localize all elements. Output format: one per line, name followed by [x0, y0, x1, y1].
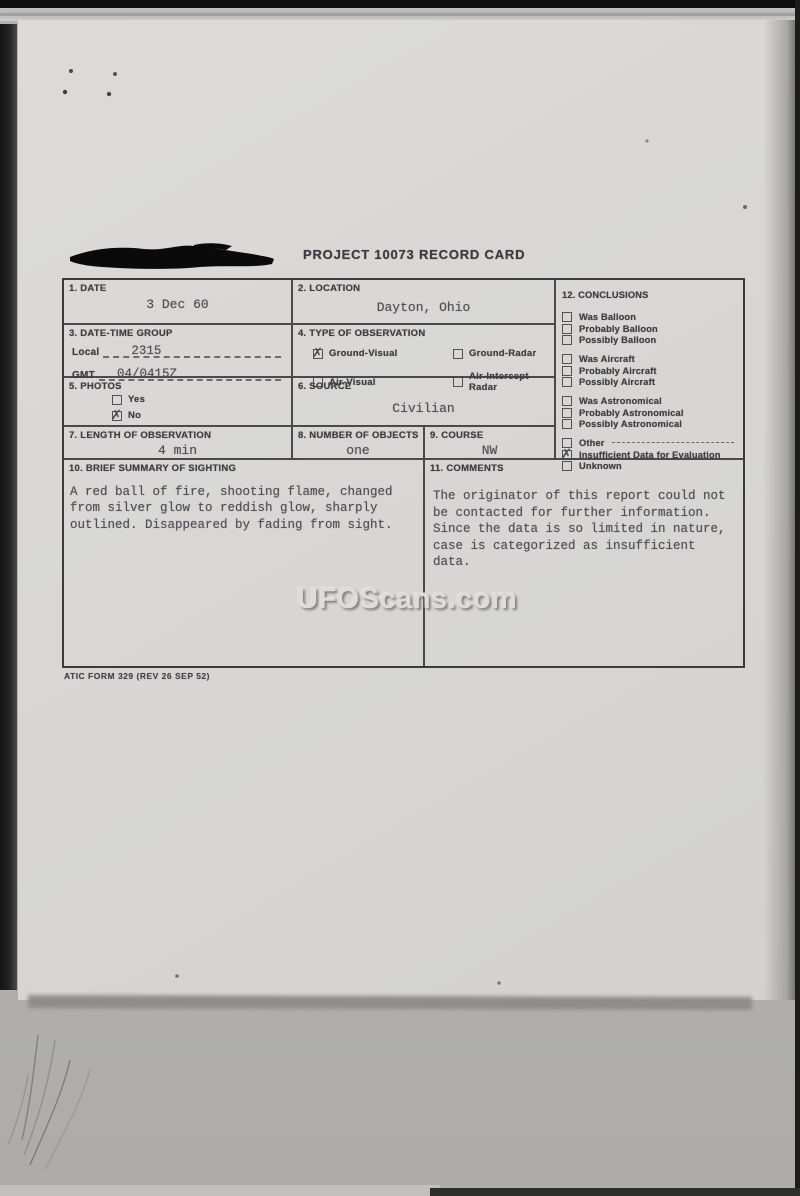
conclusion-option: Possibly Balloon: [562, 335, 738, 345]
field-course: [425, 427, 556, 460]
field-course-value: NW: [481, 443, 498, 458]
checkbox-probably-balloon-icon: [562, 324, 572, 334]
dtg-local-line: [103, 342, 281, 358]
field-date-value: 3 Dec 60: [146, 297, 209, 312]
conclusion-option: Other: [562, 438, 738, 448]
field-course-label: 9. COURSE: [430, 430, 484, 441]
paper-bottom-shadow: [28, 995, 752, 1010]
field-photos-label: 5. PHOTOS: [69, 381, 122, 392]
observation-option: ✗ Ground-Visual: [313, 348, 453, 359]
field-brief-summary: [64, 460, 425, 666]
field-comments-value: The originator of this report could not be contacted for further information. Since the data is so limited in nature, case is categorized as insufficient data.: [433, 489, 726, 569]
checkbox-probably-astronomical-icon: [562, 408, 572, 418]
field-number-of-objects: [293, 427, 425, 460]
conclusion-option: Possibly Astronomical: [562, 419, 738, 429]
conclusion-option: Unknown: [562, 461, 738, 471]
conclusion-option: Was Astronomical: [562, 396, 738, 406]
field-conclusions-label: 12. CONCLUSIONS: [562, 290, 649, 300]
field-source-value: Civilian: [392, 401, 455, 416]
conclusion-option: Probably Balloon: [562, 324, 738, 334]
checkbox-ground-radar-icon: [453, 349, 463, 359]
other-fill-line: [612, 442, 734, 443]
field-summary-value: A red ball of fire, shooting flame, changed from silver glow to reddish glow, sharply outlined. Disappeared by fading from sight.: [70, 485, 393, 532]
field-number-value: one: [346, 443, 370, 458]
field-date-label: 1. DATE: [69, 283, 107, 294]
dust-specks: [0, 0, 2, 2]
checkbox-probably-aircraft-icon: [562, 366, 572, 376]
conclusions-balloon-group: [562, 312, 738, 345]
field-summary-label: 10. BRIEF SUMMARY OF SIGHTING: [69, 463, 237, 474]
observation-option: Air-Visual: [313, 371, 453, 393]
photos-options: [112, 394, 291, 421]
field-date-time-group: [64, 325, 293, 381]
dtg-local-row: [72, 342, 281, 358]
field-date: [64, 280, 293, 325]
dtg-local-label: Local: [72, 347, 100, 358]
field-number-label: 8. NUMBER OF OBJECTS: [298, 430, 419, 441]
field-location-label: 2. LOCATION: [298, 283, 361, 294]
field-photos: [64, 378, 293, 427]
field-source-label: 6. SOURCE: [298, 381, 352, 392]
conclusions-astronomical-group: [562, 396, 738, 429]
backing-bottom-light-strip: [0, 1185, 440, 1196]
conclusion-option: Probably Astronomical: [562, 408, 738, 418]
field-dtg-label: 3. DATE-TIME GROUP: [69, 328, 173, 339]
backing-bottom-dark-strip: [430, 1188, 800, 1196]
conclusion-option: Was Aircraft: [562, 354, 738, 364]
checkbox-was-aircraft-icon: [562, 354, 572, 364]
watermark: UFOScans.com: [297, 583, 518, 615]
scan-right-edge: [795, 0, 800, 1196]
conclusion-option: Was Balloon: [562, 312, 738, 322]
field-location-value: Dayton, Ohio: [376, 300, 471, 315]
checkbox-possibly-aircraft-icon: [562, 377, 572, 387]
field-length-label: 7. LENGTH OF OBSERVATION: [69, 430, 212, 441]
paper-right-shadow: [763, 20, 797, 1000]
photos-option: Yes: [112, 394, 291, 405]
checkbox-was-astronomical-icon: [562, 396, 572, 406]
field-length-of-observation: [64, 427, 293, 460]
observation-option: Ground-Radar: [453, 348, 550, 359]
field-comments-label: 11. COMMENTS: [430, 463, 504, 474]
conclusions-aircraft-group: [562, 354, 738, 387]
field-location: [293, 280, 556, 325]
photos-option: ✗ No: [112, 410, 291, 421]
dtg-gmt-value: 04/0415Z: [116, 367, 177, 381]
redaction-mark: [66, 241, 278, 271]
checkbox-insufficient-data-icon: [562, 450, 572, 460]
conclusion-option: Possibly Aircraft: [562, 377, 738, 387]
field-comments: [425, 460, 743, 666]
conclusion-option: ✗ Insufficient Data for Evaluation: [562, 450, 738, 460]
checkbox-possibly-astronomical-icon: [562, 419, 572, 429]
observation-option: Air-Intercept Radar: [453, 371, 550, 393]
field-source: [293, 378, 556, 427]
checkbox-photos-no-icon: [112, 411, 122, 421]
checkbox-was-balloon-icon: [562, 312, 572, 322]
scratch-marks: [0, 1015, 170, 1185]
field-length-value: 4 min: [157, 443, 197, 458]
dtg-local-value: 2315: [131, 344, 162, 358]
scan-top-edge: [0, 0, 800, 8]
checkbox-photos-yes-icon: [112, 395, 122, 405]
checkbox-possibly-balloon-icon: [562, 335, 572, 345]
field-observation-label: 4. TYPE OF OBSERVATION: [298, 328, 426, 339]
conclusion-option: Probably Aircraft: [562, 366, 738, 376]
form-number: ATIC FORM 329 (REV 26 SEP 52): [64, 671, 210, 681]
field-conclusions: [556, 280, 743, 471]
dtg-gmt-label: GMT: [72, 370, 95, 381]
scan-left-black-band: [0, 24, 17, 990]
checkbox-ground-visual-icon: [313, 349, 323, 359]
paper-crease-line: [0, 13, 800, 16]
document-title: PROJECT 10073 RECORD CARD: [303, 247, 526, 262]
